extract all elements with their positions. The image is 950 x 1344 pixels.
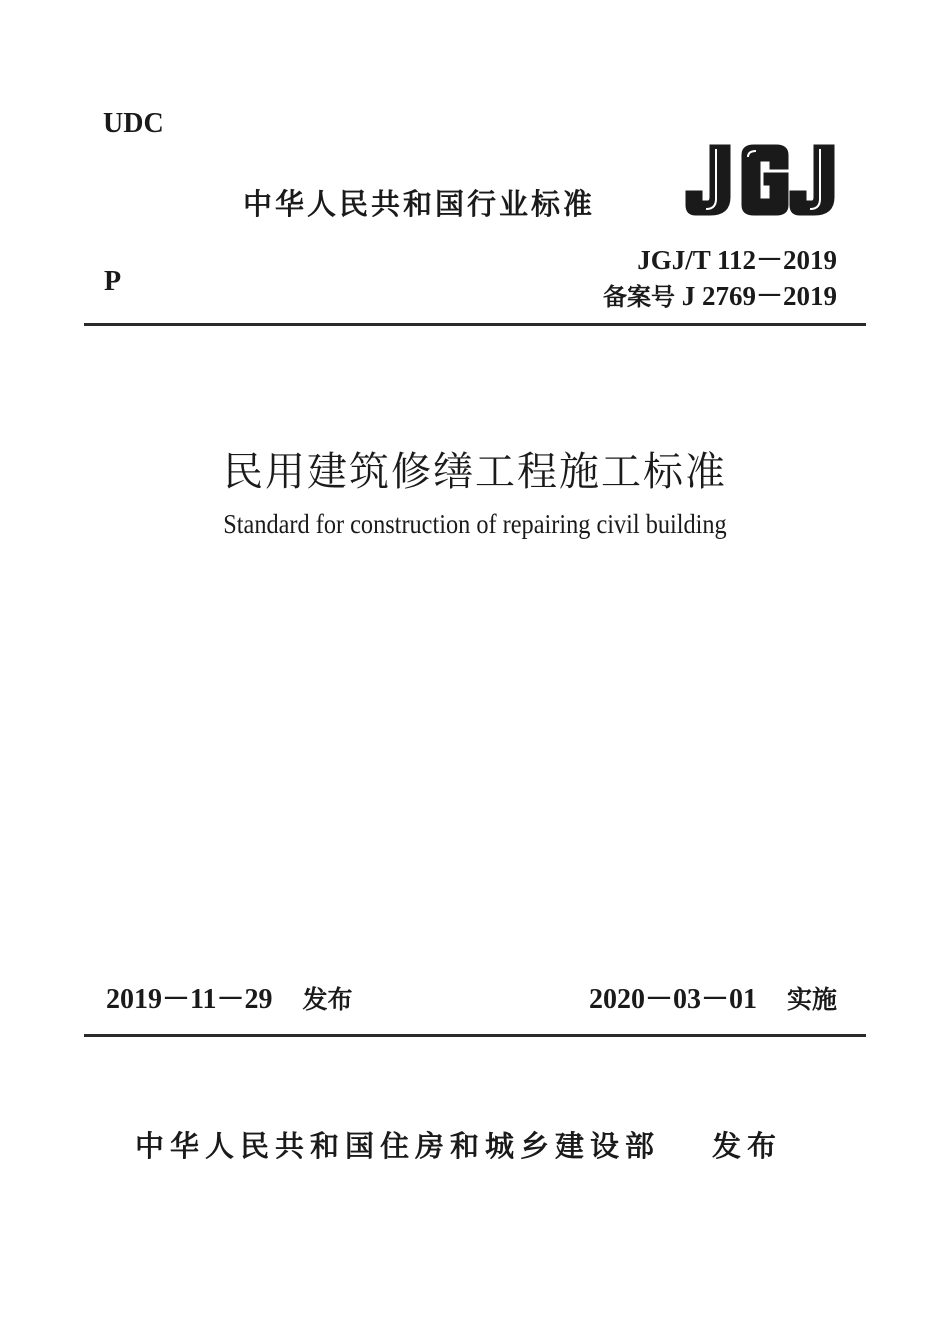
udc-label: UDC <box>103 108 164 139</box>
publisher-action: 发布 <box>712 1129 783 1163</box>
issue-label: 发布 <box>302 985 353 1014</box>
record-number-line <box>603 274 837 313</box>
top-divider <box>84 323 866 326</box>
standard-number: JGJ/T 112－2019 <box>637 245 837 275</box>
implementation-label: 实施 <box>786 985 837 1014</box>
issue-date-line <box>106 977 352 1017</box>
jgj-logo-icon <box>680 141 840 219</box>
issue-date: 2019－11－29 <box>106 984 273 1015</box>
record-number: J 2769－2019 <box>681 281 837 311</box>
implementation-date-line <box>589 977 837 1017</box>
record-label: 备案号 <box>603 283 675 311</box>
publisher-line <box>135 1124 782 1165</box>
title-chinese: 民用建筑修缮工程施工标准 <box>223 449 727 495</box>
implementation-date: 2020－03－01 <box>588 984 757 1015</box>
publisher-name: 中华人民共和国住房和城乡建设部 <box>135 1129 661 1163</box>
bottom-divider <box>84 1034 866 1037</box>
classification-code: P <box>104 266 122 297</box>
title-english: Standard for construction of repairing civil building <box>223 509 727 539</box>
industry-standard-heading: 中华人民共和国行业标准 <box>243 187 596 221</box>
